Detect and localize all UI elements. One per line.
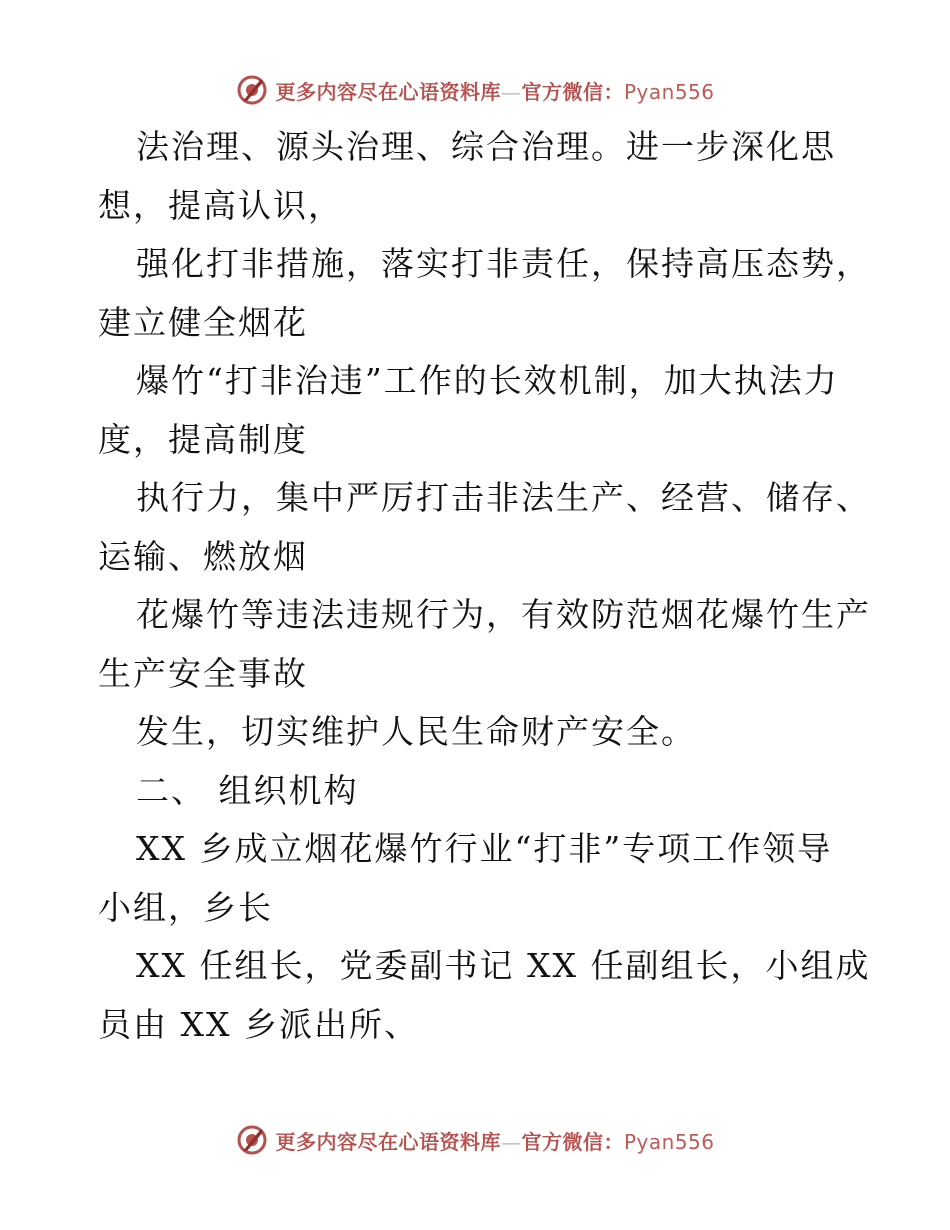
footer-separator: — <box>500 1129 522 1154</box>
text-line: 执行力，集中严厉打击非法生产、经营、储存、 <box>136 478 871 517</box>
text-line: XX 乡成立烟花爆竹行业“打非”专项工作领导 <box>136 829 833 868</box>
text-line: 员由 XX 乡派出所、 <box>98 1004 419 1044</box>
footer-banner <box>0 1120 950 1160</box>
footer-wechat-label: 官方微信： <box>521 1129 624 1154</box>
header-wechat-id: Pyan556 <box>623 79 715 104</box>
document-body <box>98 118 871 1054</box>
header-banner-text <box>275 76 714 105</box>
header-banner <box>0 70 950 110</box>
quill-logo-icon <box>235 1123 269 1157</box>
footer-banner-text <box>275 1126 714 1155</box>
text-line: 法治理、源头治理、综合治理。进一步深化思 <box>136 127 836 166</box>
text-line: 小组，乡长 <box>98 887 273 927</box>
text-line: XX 任组长，党委副书记 XX 任副组长，小组成 <box>136 946 871 985</box>
header-wechat-label: 官方微信： <box>521 79 624 104</box>
text-line: 爆竹“打非治违”工作的长效机制，加大执法力 <box>136 361 839 400</box>
text-line: 花爆竹等违法违规行为，有效防范烟花爆竹生产 <box>136 595 871 634</box>
text-line: 度，提高制度 <box>98 419 308 459</box>
footer-site-text: 更多内容尽在心语资料库 <box>275 1129 501 1154</box>
header-separator: — <box>500 79 522 104</box>
section-heading: 二、 组织机构 <box>136 770 359 810</box>
text-line: 发生，切实维护人民生命财产安全。 <box>136 712 696 751</box>
text-line: 运输、燃放烟 <box>98 536 308 576</box>
text-line: 强化打非措施，落实打非责任，保持高压态势， <box>136 244 871 283</box>
header-site-text: 更多内容尽在心语资料库 <box>275 79 501 104</box>
text-line: 生产安全事故 <box>98 653 308 693</box>
text-line: 建立健全烟花 <box>98 302 308 342</box>
quill-logo-icon <box>235 73 269 107</box>
footer-wechat-id: Pyan556 <box>623 1129 715 1154</box>
text-line: 想，提高认识， <box>98 185 343 225</box>
